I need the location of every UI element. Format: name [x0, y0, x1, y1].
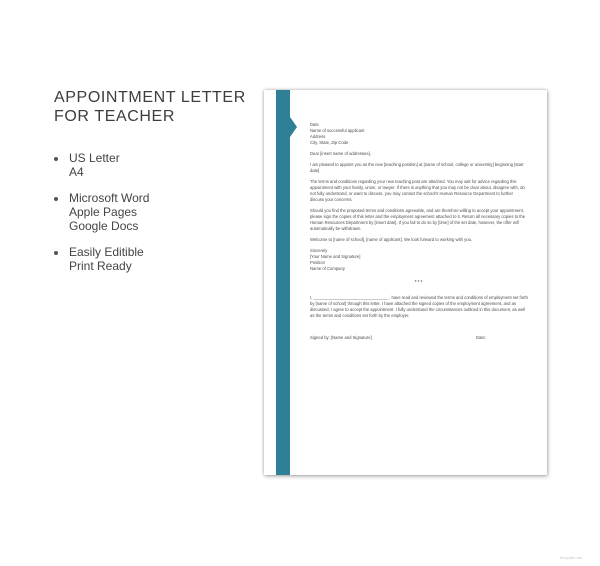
feature-group-formats [54, 151, 254, 179]
page-title [54, 88, 254, 126]
closing-line: [Your Name and Signature] [310, 254, 361, 259]
letter-paragraph: Should you find the proposed terms and conditions agreeable, and are therefore willing to accept your appointment, please sign the copies of this letter and the employment agreement attached to it. Return all necessary copies to the Human Resources Department by [insert date]. If you fail to do so by [time] of the set date, however, the offer will automatically be withdrawn. [310, 208, 526, 231]
closing-line: Sincerely [310, 248, 328, 253]
acceptance-paragraph: I, ________________________________ , have read and reviewed the terms and conditions of employment set forth by [name of school] through this letter. I have attached the signed copies of the employment agreement, and as discussed, I agree to accept the appointment. I fully understand the circumstances outlined in this document, as well as the terms and conditions set forth by the employer. [310, 295, 528, 318]
title-line-2: FOR TEACHER [54, 108, 175, 125]
bullet-icon [54, 251, 58, 255]
letter-paragraph: Welcome to [name of school], [name of applicant]. We look forward to working with you. [310, 237, 473, 242]
address-line: Date [310, 122, 319, 127]
bullet-icon [54, 197, 58, 201]
signature-row [310, 335, 528, 341]
feature-group-qualities [54, 245, 254, 273]
feature-item: Print Ready [69, 259, 132, 273]
separator: *** [414, 280, 424, 286]
feature-item: Apple Pages [69, 205, 138, 219]
title-line-1: APPOINTMENT LETTER [54, 89, 246, 106]
stripe-notch [290, 117, 297, 137]
bullet-icon [54, 157, 58, 161]
closing-line: Name of Company [310, 266, 345, 271]
watermark: template.net [559, 555, 582, 560]
letter-paragraph: The terms and conditions regarding your new teaching post are attached. You may ask for advice regarding this appointment with your family, union, or lawyer. If there is anything that you may not be clear about, disagree with, do not fully understand, or want to discuss, you may contact the school's Human Resource Department to further discuss your concerns. [310, 179, 525, 202]
date-label: Date: [475, 335, 486, 340]
address-line: City, State, Zip Code [310, 140, 349, 145]
accent-stripe [276, 90, 290, 475]
letter-paragraph: I am pleased to appoint you as the new [teaching position] at [name of school, college or university] beginning [start date]. [310, 162, 524, 173]
feature-item: Google Docs [69, 219, 139, 233]
feature-item: Easily Editible [69, 245, 144, 259]
feature-item: US Letter [69, 151, 120, 165]
recipient-address [310, 122, 528, 146]
signed-by-label: Signed by: [Name and Signature] [310, 335, 372, 340]
closing-block [310, 248, 528, 272]
feature-item: Microsoft Word [69, 191, 150, 205]
letter-body [310, 122, 528, 341]
closing-line: Position [310, 260, 325, 265]
salutation: Dear [insert name of addressee], [310, 151, 371, 156]
feature-item: A4 [69, 165, 84, 179]
address-line: Address [310, 134, 326, 139]
address-line: Name of successful applicant [310, 128, 365, 133]
feature-group-apps [54, 191, 254, 233]
feature-list [54, 151, 254, 285]
